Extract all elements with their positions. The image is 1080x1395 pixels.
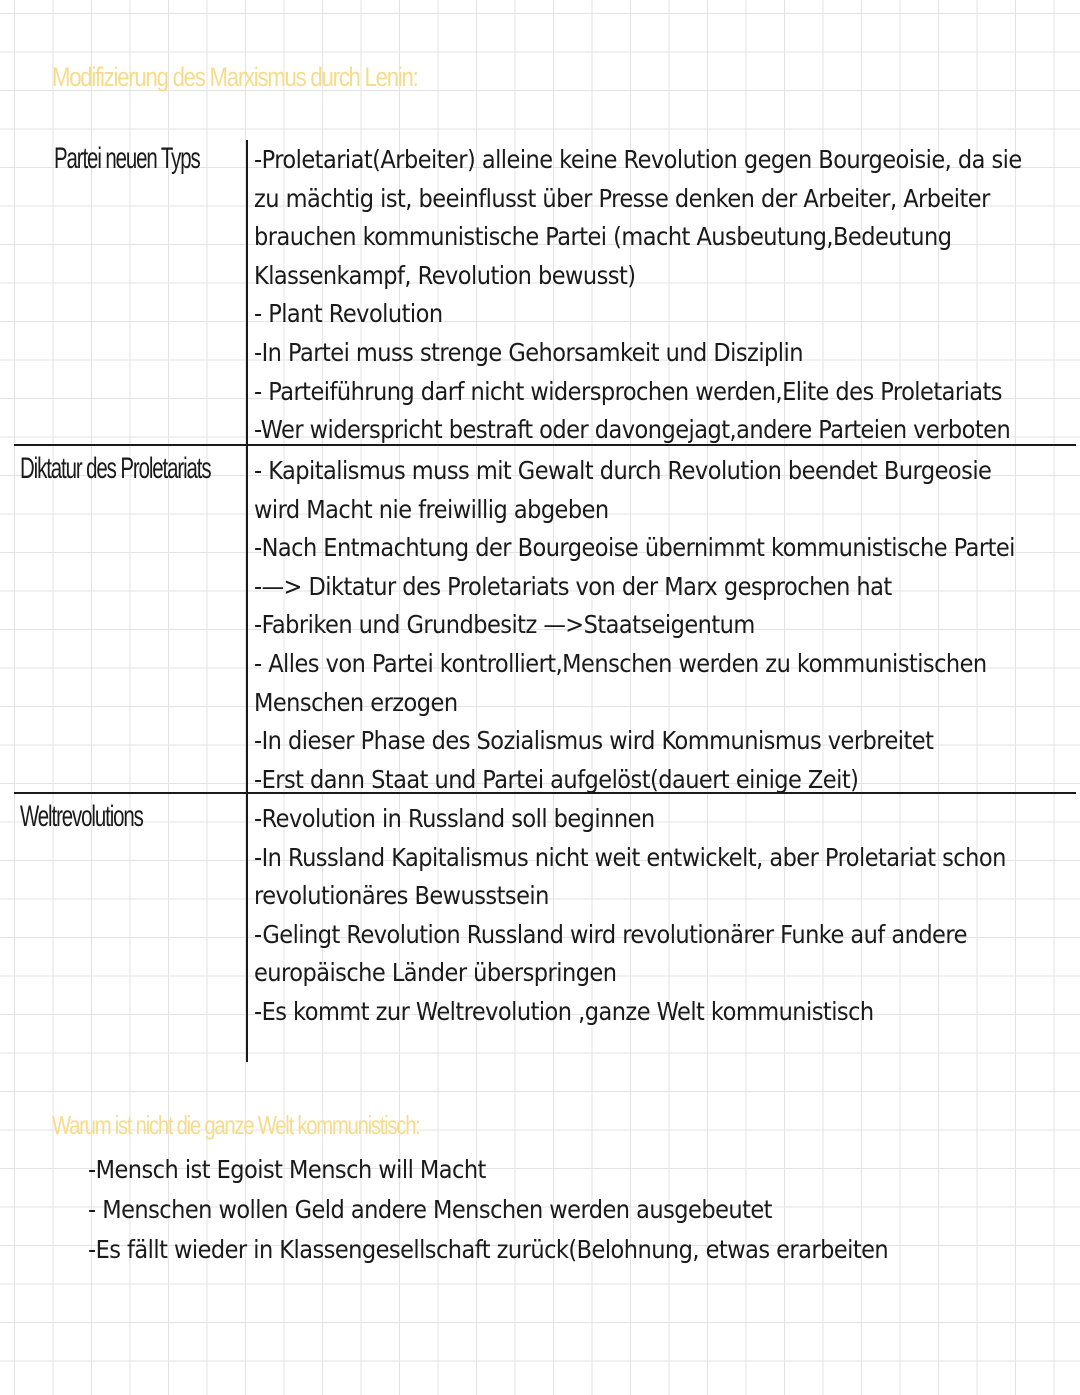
- note-line: -Es kommt zur Weltrevolution ,ganze Welt kommunistisch: [254, 996, 874, 1026]
- section-notes-weltrevolution: [254, 800, 1074, 1032]
- note-line: -In Partei muss strenge Gehorsamkeit und Disziplin: [254, 337, 803, 367]
- note-line: Menschen erzogen: [254, 687, 458, 717]
- note-line: -In dieser Phase des Sozialismus wird Kommunismus verbreitet: [254, 726, 934, 756]
- note-line: zu mächtig ist, beeinflusst über Presse denken der Arbeiter, Arbeiter: [254, 183, 990, 213]
- note-line: brauchen kommunistische Partei (macht Ausbeutung,Bedeutung: [254, 222, 952, 252]
- section-notes-diktatur: [254, 452, 1074, 799]
- note-line: -Gelingt Revolution Russland wird revolutionärer Funke auf andere: [254, 919, 967, 949]
- section-notes-partei: [254, 141, 1074, 450]
- note-line: - Kapitalismus muss mit Gewalt durch Revolution beendet Burgeosie: [254, 456, 992, 485]
- note-line: -In Russland Kapitalismus nicht weit entwickelt, aber Proletariat schon: [254, 842, 1006, 872]
- note-line: revolutionäres Bewusstsein: [254, 881, 549, 911]
- question-notes: [88, 1150, 977, 1270]
- note-line: -Revolution in Russland soll beginnen: [254, 804, 655, 833]
- note-line: -Erst dann Staat und Partei aufgelöst(dauert einige Zeit): [254, 764, 859, 794]
- note-line: -Nach Entmachtung der Bourgeoise übernimmt kommunistische Partei: [254, 533, 1015, 563]
- note-line: -Fabriken und Grundbesitz —>Staatseigentum: [254, 610, 755, 640]
- note-line: -Wer widerspricht bestraft oder davongejagt,andere Parteien verboten: [254, 415, 1011, 445]
- section-label-weltrevolution: Weltrevolutions: [20, 800, 143, 833]
- section-label-diktatur: Diktatur des Proletariats: [20, 452, 211, 485]
- page-title: Modifizierung des Marxismus durch Lenin:: [52, 62, 418, 92]
- section-label-partei: Partei neuen Typs: [54, 142, 200, 175]
- note-line: -Es fällt wieder in Klassengesellschaft zurück(Belohnung, etwas erarbeiten: [88, 1235, 889, 1264]
- question-title: Warum ist nicht die ganze Welt kommunistisch:: [52, 1110, 420, 1140]
- note-line: -Mensch ist Egoist Mensch will Macht: [88, 1155, 486, 1184]
- note-line: - Plant Revolution: [254, 299, 443, 329]
- note-line: europäische Länder überspringen: [254, 958, 617, 988]
- note-line: -—> Diktatur des Proletariats von der Marx gesprochen hat: [254, 571, 892, 601]
- note-line: Klassenkampf, Revolution bewusst): [254, 260, 636, 290]
- table-column-divider: [246, 140, 248, 1062]
- note-line: - Parteiführung darf nicht widersprochen werden,Elite des Proletariats: [254, 376, 1002, 406]
- note-line: - Menschen wollen Geld andere Menschen werden ausgebeutet: [88, 1195, 772, 1224]
- note-line: wird Macht nie freiwillig abgeben: [254, 494, 609, 524]
- note-line: - Alles von Partei kontrolliert,Menschen werden zu kommunistischen: [254, 648, 987, 678]
- note-line: -Proletariat(Arbeiter) alleine keine Revolution gegen Bourgeoisie, da sie: [254, 145, 1022, 174]
